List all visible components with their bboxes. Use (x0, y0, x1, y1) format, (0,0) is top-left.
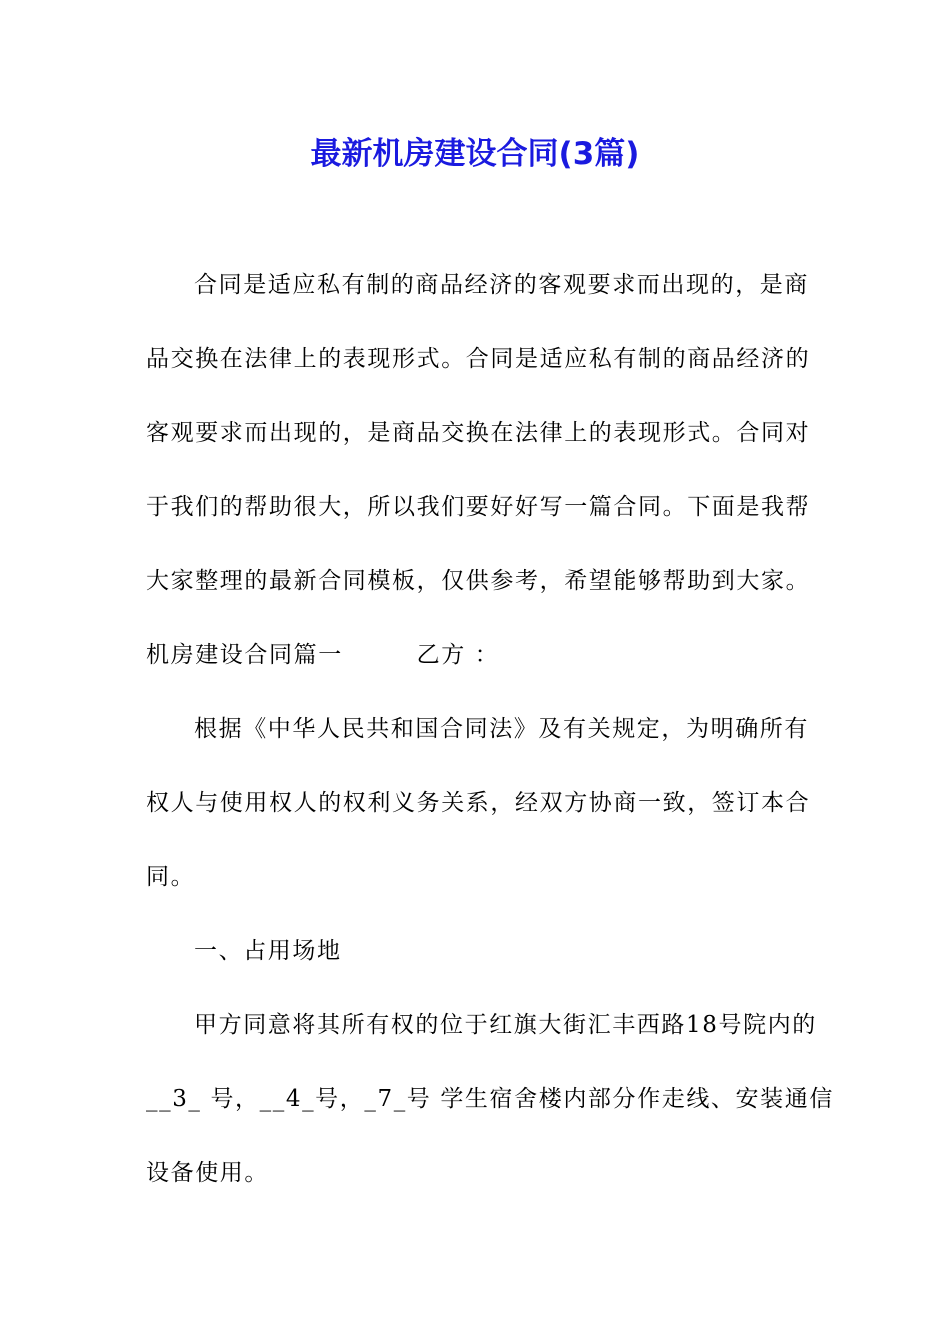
document-title: 最新机房建设合同(3篇) (310, 136, 640, 172)
paragraph-line: 根据《中华人民共和国合同法》及有关规定，为明确所有 (194, 716, 809, 742)
paragraph-line: 于我们的帮助很大，所以我们要好好写一篇合同。下面是我帮 (146, 494, 811, 520)
section-heading-line: 机房建设合同篇一 乙方 ： (146, 642, 500, 668)
document-body (146, 260, 834, 1222)
paragraph-line: 设备使用。 (146, 1160, 269, 1186)
paragraph-line: 权人与使用权人的权利义务关系，经双方协商一致，签订本合 (146, 790, 811, 816)
paragraph-line: 品交换在法律上的表现形式。合同是适应私有制的商品经济的 (146, 346, 811, 372)
paragraph-line: __3_ 号，__4_号，_7_号 学生宿舍楼内部分作走线、安装通信 (146, 1086, 834, 1112)
paragraph-line: 大家整理的最新合同模板，仅供参考，希望能够帮助到大家。 (146, 568, 811, 594)
paragraph-line: 客观要求而出现的，是商品交换在法律上的表现形式。合同对 (146, 420, 811, 446)
clause-heading: 一、占用场地 (194, 938, 342, 964)
paragraph-line: 同。 (146, 864, 196, 890)
paragraph-line: 甲方同意将其所有权的位于红旗大街汇丰西路18号院内的 (194, 1012, 817, 1038)
paragraph-line: 合同是适应私有制的商品经济的客观要求而出现的，是商 (194, 272, 809, 298)
